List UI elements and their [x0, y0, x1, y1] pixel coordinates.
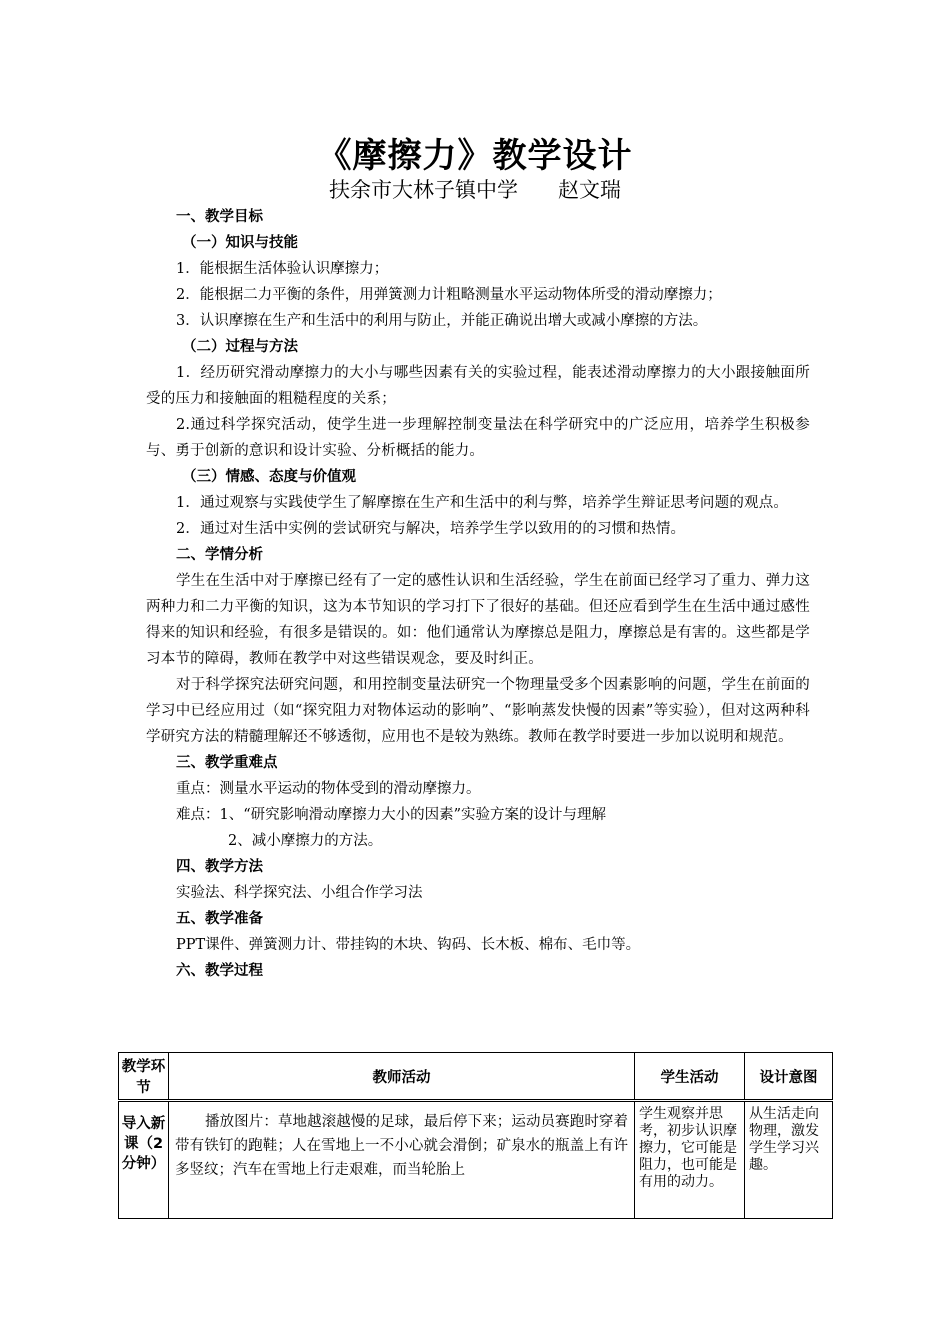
objective-item: 1．经历研究滑动摩擦力的大小与哪些因素有关的实验过程，能表述滑动摩擦力的大小跟接触面所受的压力和接触面的粗糙程度的关系；	[146, 365, 810, 407]
subsection-heading: （二）过程与方法	[182, 339, 298, 355]
section-heading: 四、教学方法	[176, 859, 263, 875]
objective-item: 1．通过观察与实践使学生了解摩擦在生产和生活中的利与弊，培养学生辩证思考问题的观点。	[176, 495, 789, 511]
key-point: 重点：测量水平运动的物体受到的滑动摩擦力。	[176, 781, 481, 797]
header-teacher: 教师活动	[169, 1053, 635, 1101]
student-cell: 学生观察并思考，初步认识摩擦力，它可能是阻力，也可能是有用的动力。	[635, 1101, 745, 1219]
difficult-point: 2、减小摩擦力的方法。	[228, 833, 383, 849]
header-intent: 设计意图	[745, 1053, 833, 1101]
intent-cell: 从生活走向物理，激发学生学习兴趣。	[745, 1101, 833, 1219]
section-heading: 一、教学目标	[176, 209, 263, 225]
school-name: 扶余市大林子镇中学	[329, 178, 518, 202]
analysis-paragraph: 学生在生活中对于摩擦已经有了一定的感性认识和生活经验，学生在前面已经学习了重力、弹力这两种力和二力平衡的知识，这为本节知识的学习打下了很好的基础。但还应看到学生在生活中通过感性得来的知识和经验，有很多是错误的。如：他们通常认为摩擦总是阻力，摩擦总是有害的。这些都是学习本节的障碍，教师在教学中对这些错误观念，要及时纠正。	[146, 573, 810, 667]
objective-item: 2.通过科学探究活动，使学生进一步理解控制变量法在科学研究中的广泛应用，培养学生积极参与、勇于创新的意识和设计实验、分析概括的能力。	[146, 417, 810, 459]
process-table	[118, 1052, 833, 1219]
table-row	[119, 1101, 833, 1219]
objective-item: 2．能根据二力平衡的条件，用弹簧测力计粗略测量水平运动物体所受的滑动摩擦力；	[176, 287, 722, 303]
table-header-row	[119, 1053, 833, 1101]
stage-cell: 导入新课（2分钟）	[119, 1101, 169, 1219]
objective-item: 1．能根据生活体验认识摩擦力；	[176, 261, 389, 277]
teacher-cell: 播放图片：草地越滚越慢的足球，最后停下来；运动员赛跑时穿着带有铁钉的跑鞋；人在雪地上一不小心就会滑倒；矿泉水的瓶盖上有许多竖纹；汽车在雪地上行走艰难，而当轮胎上	[169, 1101, 635, 1219]
difficult-point: 难点：1、“研究影响滑动摩擦力大小的因素”实验方案的设计与理解	[176, 807, 607, 823]
method-text: 实验法、科学探究法、小组合作学习法	[176, 885, 423, 901]
section-heading: 五、教学准备	[176, 911, 263, 927]
objective-item: 2．通过对生活中实例的尝试研究与解决，培养学生学以致用的的习惯和热情。	[176, 521, 686, 537]
header-student: 学生活动	[635, 1053, 745, 1101]
document-title: 《摩擦力》教学设计	[317, 136, 633, 176]
preparation-text: PPT课件、弹簧测力计、带挂钩的木块、钩码、长木板、棉布、毛巾等。	[176, 937, 641, 953]
section-heading: 三、教学重难点	[176, 755, 278, 771]
subsection-heading: （三）情感、态度与价值观	[182, 469, 356, 485]
document-byline	[0, 174, 950, 204]
objective-item: 3．认识摩擦在生产和生活中的利用与防止，并能正确说出增大或减小摩擦的方法。	[176, 313, 708, 329]
document-body	[146, 204, 810, 984]
header-stage: 教学环节	[119, 1053, 169, 1101]
analysis-paragraph: 对于科学探究法研究问题，和用控制变量法研究一个物理量受多个因素影响的问题，学生在前面的学习中已经应用过（如“探究阻力对物体运动的影响”、“影响蒸发快慢的因素”等实验），但对这两种科学研究方法的精髓理解还不够透彻，应用也不是较为熟练。教师在教学时要进一步加以说明和规范。	[146, 677, 810, 745]
subsection-heading: （一）知识与技能	[182, 235, 298, 251]
section-heading: 二、学情分析	[176, 547, 263, 563]
author-name: 赵文瑞	[558, 178, 621, 202]
section-heading: 六、教学过程	[176, 963, 263, 979]
